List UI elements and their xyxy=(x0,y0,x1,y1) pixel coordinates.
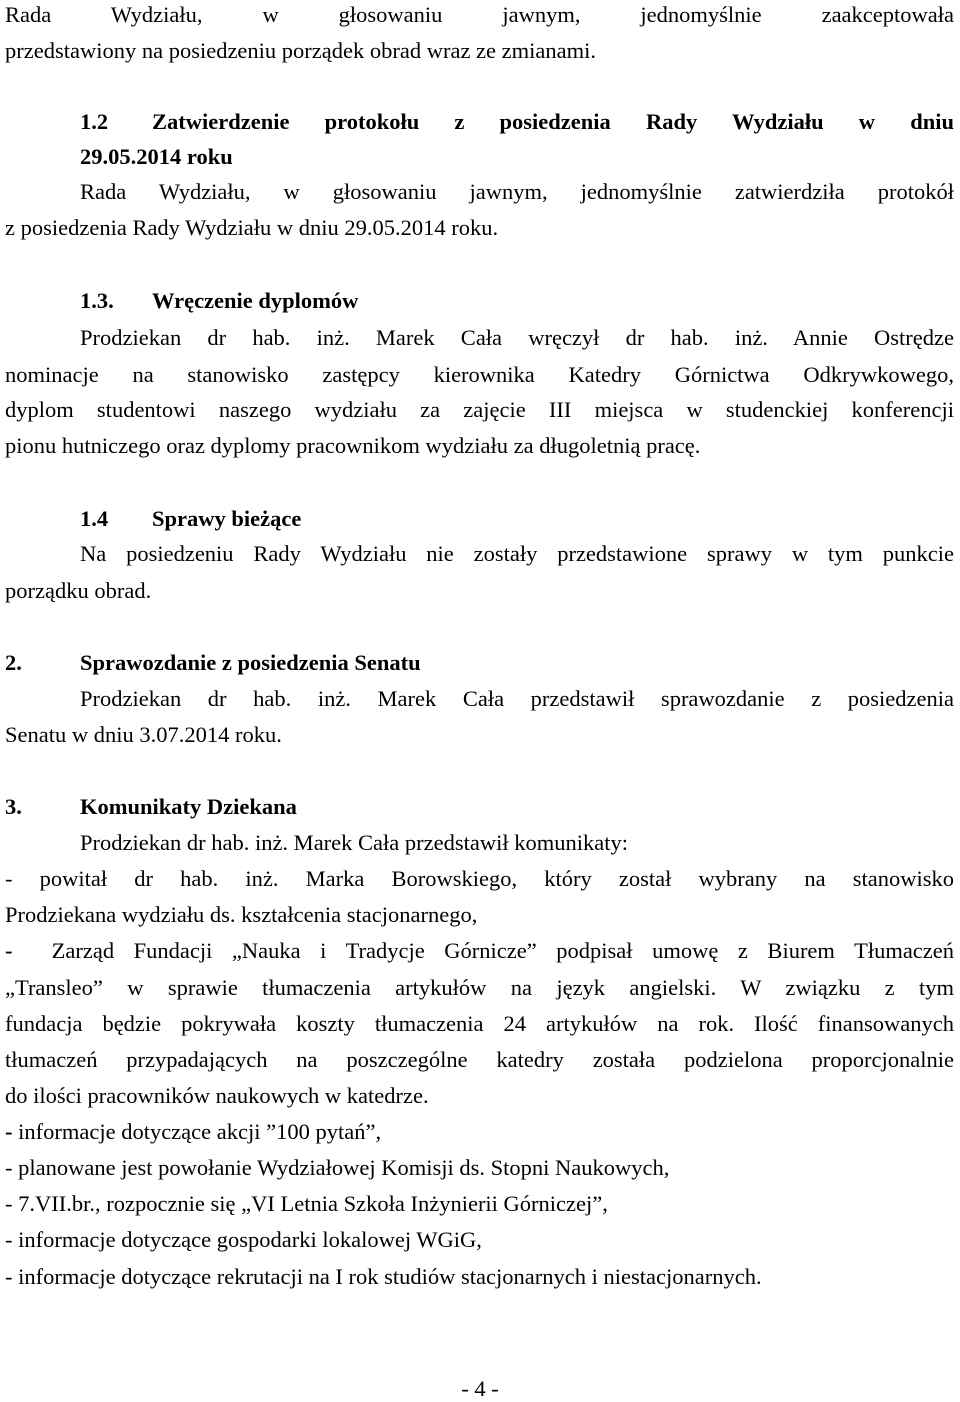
paragraph-line: dyplom studentowi naszego wydziału za zajęcie III miejsca w studenckiej konferencji xyxy=(5,397,954,422)
paragraph-line: z posiedzenia Rady Wydziału w dniu 29.05.2014 roku. xyxy=(5,215,499,240)
list-item-text: Zarząd Fundacji „Nauka i Tradycje Górnicze” podpisał umowę z Biurem Tłumaczeń xyxy=(51,938,955,963)
paragraph-line: Prodziekan dr hab. inż. Marek Cała przedstawił sprawozdanie z posiedzenia xyxy=(80,686,954,711)
paragraph-line: Rada Wydziału, w głosowaniu jawnym, jednomyślnie zaakceptowała xyxy=(5,2,954,27)
section-number: 1.4 xyxy=(80,506,109,531)
section-title: Wręczenie dyplomów xyxy=(152,288,359,313)
paragraph-line: Rada Wydziału, w głosowaniu jawnym, jednomyślnie zatwierdziła protokół xyxy=(80,179,954,204)
section-heading xyxy=(5,796,297,819)
list-item: - powitał dr hab. inż. Marka Borowskiego, który został wybrany na stanowisko xyxy=(5,866,954,891)
paragraph-line: nominacje na stanowisko zastępcy kierownika Katedry Górnictwa Odkrywkowego, xyxy=(5,362,954,387)
section-heading xyxy=(5,652,421,675)
section-title: Komunikaty Dziekana xyxy=(80,794,297,819)
list-dash: - xyxy=(5,938,13,963)
section-number: 1.2 xyxy=(80,109,109,134)
section-title-continuation: 29.05.2014 roku xyxy=(80,144,233,169)
section-number: 1.3. xyxy=(80,288,114,313)
list-item: - informacje dotyczące gospodarki lokalowej WGiG, xyxy=(5,1227,482,1252)
list-item: - informacje dotyczące rekrutacji na I rok studiów stacjonarnych i niestacjonarnych. xyxy=(5,1264,762,1289)
section-number: 3. xyxy=(5,794,22,819)
section-title: Zatwierdzenie protokołu z posiedzenia Rady Wydziału w dniu xyxy=(152,109,954,134)
list-item-continuation: Prodziekana wydziału ds. kształcenia stacjonarnego, xyxy=(5,902,478,927)
page-number: - 4 - xyxy=(461,1376,499,1401)
paragraph-line: Prodziekan dr hab. inż. Marek Cała przedstawił komunikaty: xyxy=(80,830,628,855)
section-number: 2. xyxy=(5,650,22,675)
list-dash: - xyxy=(5,1119,13,1144)
section-heading xyxy=(80,508,301,531)
list-item-continuation: do ilości pracowników naukowych w katedrze. xyxy=(5,1083,429,1108)
list-item-continuation: tłumaczeń przypadających na poszczególne katedry została podzielona proporcjonalnie xyxy=(5,1047,954,1072)
paragraph-line: pionu hutniczego oraz dyplomy pracownikom wydziału za długoletnią pracę. xyxy=(5,433,701,458)
section-heading xyxy=(80,111,954,134)
list-item xyxy=(5,940,954,963)
paragraph-line: Senatu w dniu 3.07.2014 roku. xyxy=(5,722,282,747)
list-item-continuation: fundacja będzie pokrywała koszty tłumaczenia 24 artykułów na rok. Ilość finansowanych xyxy=(5,1011,954,1036)
list-item-continuation: „Transleo” w sprawie tłumaczenia artykułów na język angielski. W związku z tym xyxy=(5,975,954,1000)
list-item-text: informacje dotyczące akcji ”100 pytań”, xyxy=(18,1119,382,1144)
list-item xyxy=(5,1121,381,1144)
section-heading xyxy=(80,290,358,313)
section-title: Sprawy bieżące xyxy=(152,506,302,531)
list-item: - planowane jest powołanie Wydziałowej Komisji ds. Stopni Naukowych, xyxy=(5,1155,670,1180)
paragraph-line: Prodziekan dr hab. inż. Marek Cała wręczył dr hab. inż. Annie Ostrędze xyxy=(80,325,954,350)
section-title: Sprawozdanie z posiedzenia Senatu xyxy=(80,650,421,675)
paragraph-line: porządku obrad. xyxy=(5,578,152,603)
list-item: - 7.VII.br., rozpocznie się „VI Letnia Szkoła Inżynierii Górniczej”, xyxy=(5,1191,608,1216)
paragraph-line: Na posiedzeniu Rady Wydziału nie zostały przedstawione sprawy w tym punkcie xyxy=(80,541,954,566)
paragraph-line: przedstawiony na posiedzeniu porządek obrad wraz ze zmianami. xyxy=(5,38,596,63)
